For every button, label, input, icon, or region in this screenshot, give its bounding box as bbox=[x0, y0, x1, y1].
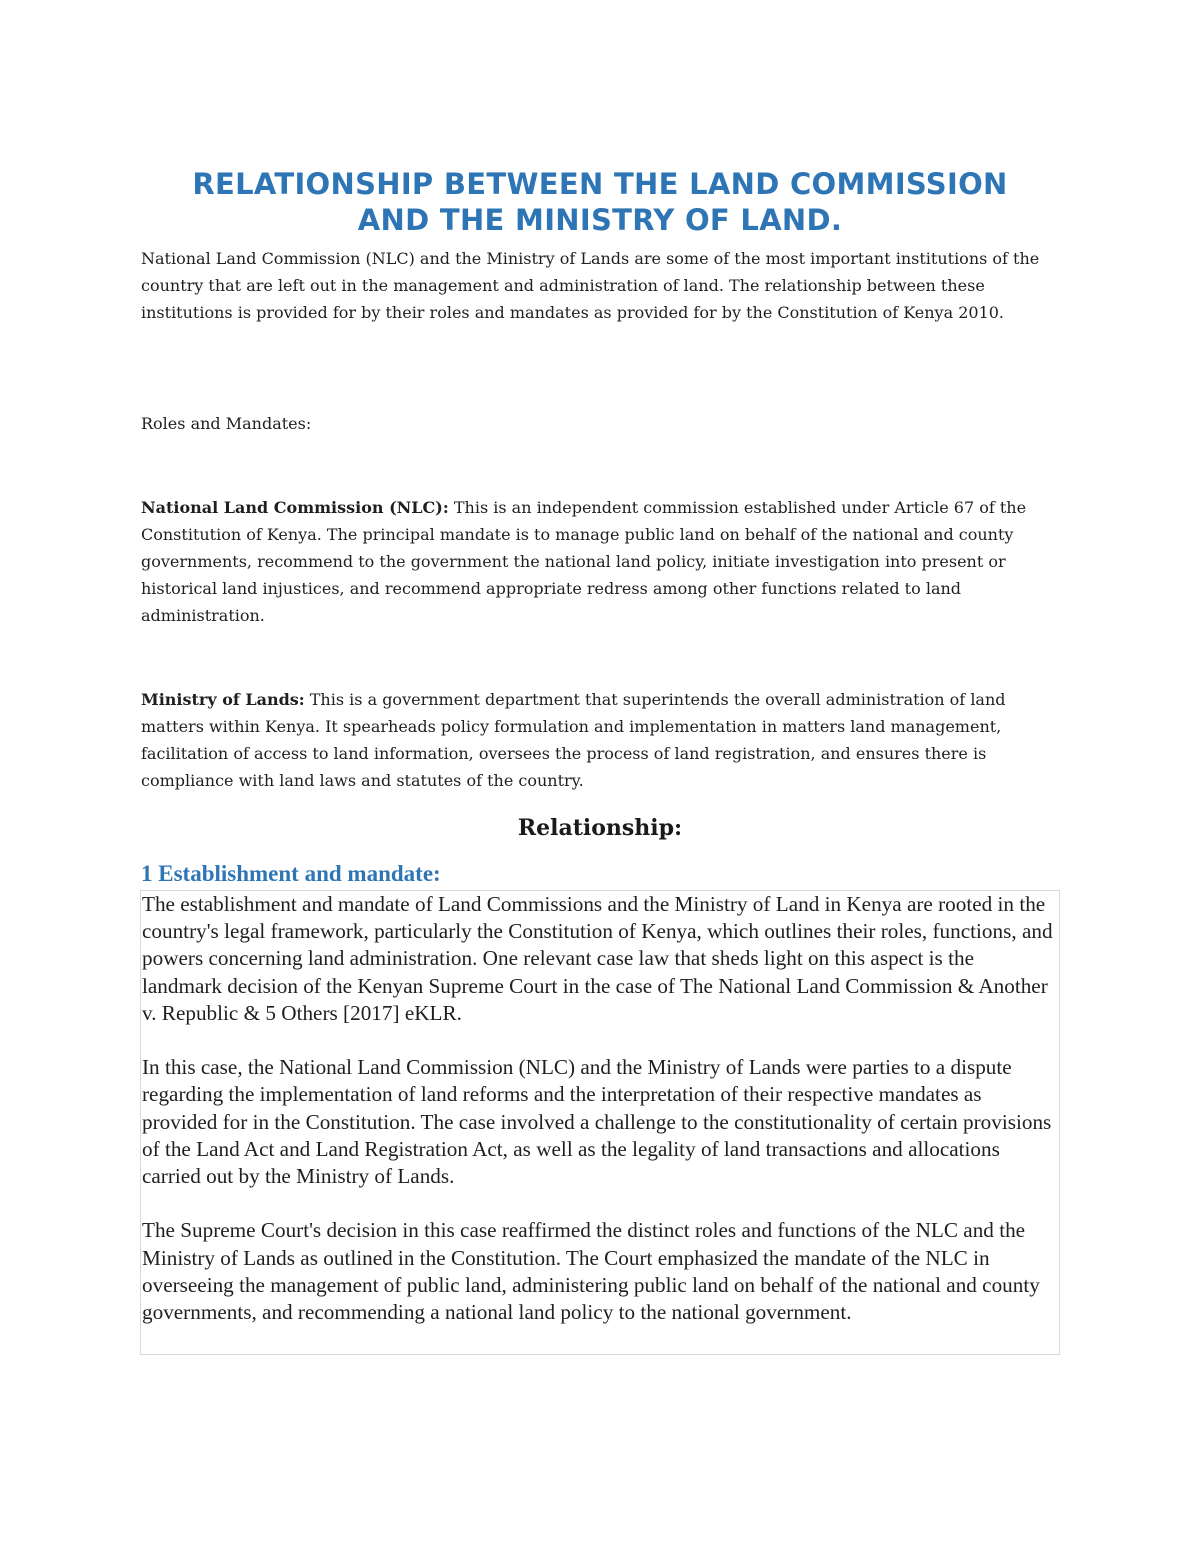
intro-paragraph: National Land Commission (NLC) and the Ministry of Lands are some of the most important institutions of the country that are left out in the management and administration of land. The relationship between these institutions is provided for by their roles and mandates as provided for by the Constitution of Kenya 2010. bbox=[141, 249, 1040, 322]
document-title bbox=[120, 166, 1080, 238]
section-1-paragraph-3: The Supreme Court's decision in this case reaffirmed the distinct roles and functions of the NLC and the Ministry of Lands as outlined in the Constitution. The Court emphasized the mandate of the NLC in overseeing the management of public land, administering public land on behalf of the national and county governments, and recommending a national land policy to the national government. bbox=[142, 1218, 1040, 1325]
nlc-text: This is an independent commission established under Article 67 of the Constitution of Kenya. The principal mandate is to manage public land on behalf of the national and county governments, recommend to the government the national land policy, initiate investigation into present or historical land injustices, and recommend appropriate redress among other functions related to land administration. bbox=[141, 498, 1027, 625]
section-1-paragraph-2: In this case, the National Land Commission (NLC) and the Ministry of Lands were parties to a dispute regarding the implementation of land reforms and the interpretation of their respective mandates as provided for in the Constitution. The case involved a challenge to the constitutionality of certain provisions of the Land Act and Land Registration Act, as well as the legality of land transactions and allocations carried out by the Ministry of Lands. bbox=[142, 1055, 1052, 1189]
roles-heading: Roles and Mandates: bbox=[141, 414, 312, 433]
section-1-text-box bbox=[140, 890, 1060, 1355]
relationship-heading: Relationship: bbox=[517, 815, 683, 841]
ministry-text: This is a government department that superintends the overall administration of land matters within Kenya. It spearheads policy formulation and implementation in matters land management, facilitation of access to land information, oversees the process of land registration, and ensures there is compliance with land laws and statutes of the country. bbox=[141, 690, 1006, 790]
section-1-paragraph-1: The establishment and mandate of Land Commissions and the Ministry of Land in Kenya are rooted in the country's legal framework, particularly the Constitution of Kenya, which outlines their roles, functions, and powers concerning land administration. One relevant case law that sheds light on this aspect is the landmark decision of the Kenyan Supreme Court in the case of The National Land Commission & Another v. Republic & 5 Others [2017] eKLR. bbox=[142, 892, 1053, 1025]
title-line-2: AND THE MINISTRY OF LAND. bbox=[357, 203, 843, 237]
title-line-1: RELATIONSHIP BETWEEN THE LAND COMMISSION bbox=[192, 167, 1008, 201]
section-1-heading: 1 Establishment and mandate: bbox=[141, 861, 441, 886]
ministry-label: Ministry of Lands: bbox=[141, 690, 305, 709]
nlc-paragraph bbox=[141, 494, 1071, 629]
nlc-label: National Land Commission (NLC): bbox=[141, 498, 449, 517]
ministry-paragraph bbox=[141, 686, 1071, 794]
